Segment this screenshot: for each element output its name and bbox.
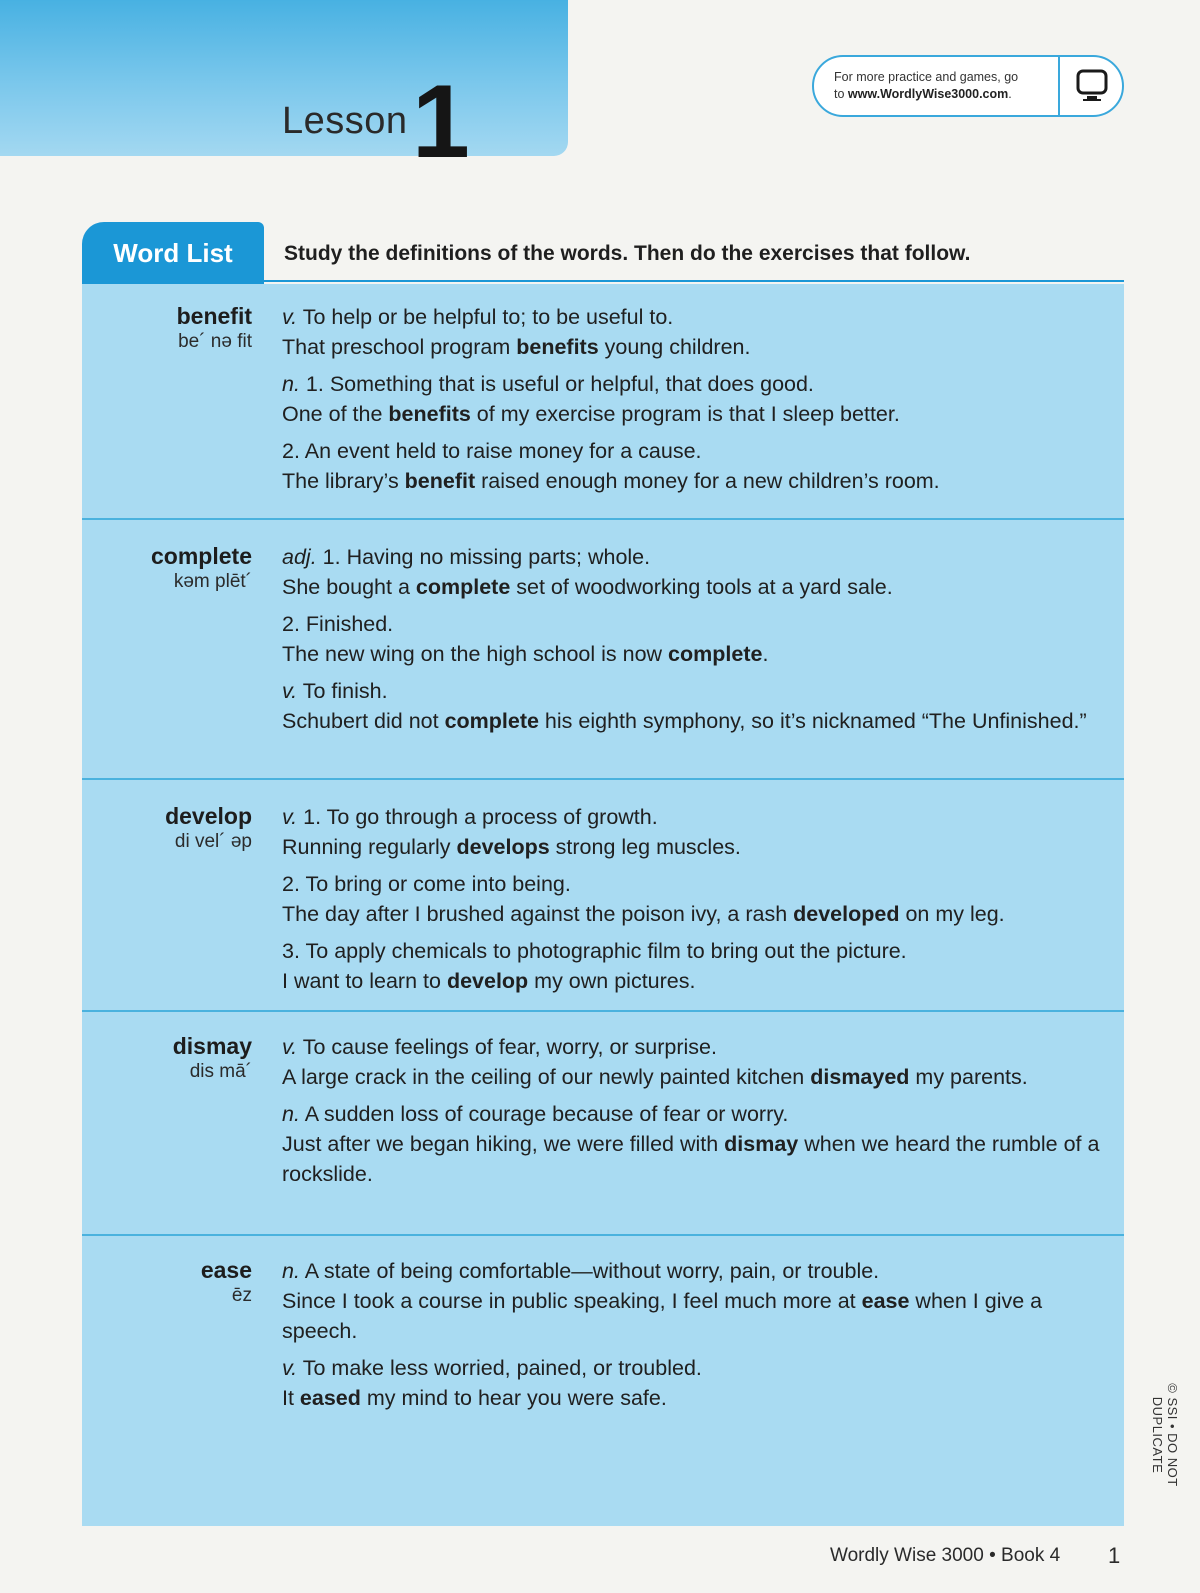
sense [282, 802, 1102, 862]
pronunciation: kəm plēt´ [173, 571, 252, 592]
example-start: Just after we began hiking, we were filled with [282, 1132, 725, 1156]
example-sentence [282, 332, 1102, 362]
lesson-number: 1 [412, 64, 470, 180]
example-end: on my leg. [899, 902, 1005, 926]
definition-text: To go through a process of growth. [326, 805, 658, 829]
definition-text: To help or be helpful to; to be useful to. [302, 305, 674, 329]
example-keyword: developed [793, 902, 900, 926]
definition-text: To apply chemicals to photographic film to bring out the picture. [305, 939, 907, 963]
definition-line [282, 1032, 1102, 1062]
example-keyword: benefits [388, 402, 471, 426]
headword: dismay [172, 1033, 252, 1059]
example-sentence [282, 399, 1102, 429]
pronunciation: ēz [231, 1285, 252, 1306]
definition-line [282, 542, 1102, 572]
definition-line [282, 1256, 1102, 1286]
example-keyword: develops [456, 835, 550, 859]
example-end: of my exercise program is that I sleep better. [470, 402, 900, 426]
footer-book-title: Wordly Wise 3000 • Book 4 [830, 1545, 1061, 1566]
headword-column [82, 1256, 252, 1308]
practice-callout[interactable] [812, 55, 1124, 117]
example-sentence [282, 966, 1102, 996]
example-end: set of woodworking tools at a yard sale. [510, 575, 893, 599]
example-start: Since I took a course in public speaking, I feel much more at [282, 1289, 862, 1313]
entry-separator [82, 518, 1124, 520]
part-of-speech: n. [282, 1102, 300, 1126]
sense-number: 1. [305, 372, 324, 396]
example-keyword: complete [668, 642, 763, 666]
example-start: The new wing on the high school is now [282, 642, 669, 666]
sense-number: 3. [282, 939, 300, 963]
example-sentence [282, 639, 1102, 669]
part-of-speech: v. [282, 805, 298, 829]
practice-prefix: to [834, 87, 848, 101]
example-start: A large crack in the ceiling of our newly painted kitchen [282, 1065, 811, 1089]
sense [282, 369, 1102, 429]
part-of-speech: v. [282, 305, 298, 329]
sense [282, 1353, 1102, 1413]
example-keyword: dismayed [810, 1065, 910, 1089]
definition-column [282, 1256, 1102, 1420]
word-list-tab: Word List [82, 222, 264, 284]
practice-suffix: . [1008, 87, 1012, 101]
sense [282, 676, 1102, 736]
sense-number: 2. [282, 872, 300, 896]
example-sentence [282, 572, 1102, 602]
copyright-note [1150, 1340, 1180, 1520]
definition-text: An event held to raise money for a cause. [304, 439, 702, 463]
entry-separator [82, 1010, 1124, 1012]
definition-line [282, 609, 1102, 639]
example-end: my parents. [909, 1065, 1028, 1089]
sense [282, 1099, 1102, 1189]
headword: ease [200, 1257, 252, 1283]
practice-line-1: For more practice and games, go [834, 70, 1019, 84]
definition-text: Having no missing parts; whole. [346, 545, 651, 569]
example-sentence [282, 466, 1102, 496]
example-start: One of the [282, 402, 389, 426]
definition-column [282, 302, 1102, 503]
word-list-rule [264, 280, 1124, 282]
definition-line [282, 936, 1102, 966]
definition-line [282, 1353, 1102, 1383]
example-start: She bought a [282, 575, 416, 599]
sense-number: 1. [322, 545, 341, 569]
definition-column [282, 1032, 1102, 1196]
example-start: Running regularly [282, 835, 457, 859]
part-of-speech: v. [282, 679, 298, 703]
example-end: when we heard the rumble of a rockslide. [282, 1132, 1100, 1186]
headword: benefit [176, 303, 252, 329]
definition-line [282, 1099, 1102, 1129]
practice-line-2 [834, 86, 1054, 103]
definition-text: To bring or come into being. [305, 872, 571, 896]
sense [282, 1032, 1102, 1092]
example-sentence [282, 899, 1102, 929]
sense [282, 936, 1102, 996]
practice-divider [1058, 57, 1060, 115]
headword-column [82, 802, 252, 854]
example-keyword: ease [861, 1289, 910, 1313]
sense-number: 1. [303, 805, 322, 829]
definition-text: To make less worried, pained, or troubled. [302, 1356, 702, 1380]
entry-separator [82, 778, 1124, 780]
page-number: 1 [1108, 1543, 1121, 1568]
part-of-speech: adj. [282, 545, 317, 569]
monitor-icon [1076, 69, 1108, 103]
example-start: Schubert did not [282, 709, 445, 733]
example-end: strong leg muscles. [549, 835, 741, 859]
copyright-text: © SSI • DO NOT DUPLICATE [1150, 1383, 1180, 1487]
sense [282, 436, 1102, 496]
practice-text [834, 69, 1054, 103]
example-end: when I give a speech. [282, 1289, 1043, 1343]
definition-text: A state of being comfortable—without worry, pain, or trouble. [304, 1259, 880, 1283]
definition-text: Finished. [305, 612, 394, 636]
sense-number: 2. [282, 612, 300, 636]
sense-number: 2. [282, 439, 300, 463]
example-sentence [282, 1129, 1102, 1189]
headword: complete [151, 543, 252, 569]
example-sentence [282, 1383, 1102, 1413]
practice-url[interactable]: www.WordlyWise3000.com [847, 87, 1009, 101]
definition-text: A sudden loss of courage because of fear or worry. [304, 1102, 789, 1126]
part-of-speech: n. [282, 372, 300, 396]
headword-column [82, 302, 252, 354]
part-of-speech: v. [282, 1356, 298, 1380]
definition-line [282, 802, 1102, 832]
part-of-speech: n. [282, 1259, 300, 1283]
sense [282, 869, 1102, 929]
example-keyword: dismay [724, 1132, 799, 1156]
example-sentence [282, 1286, 1102, 1346]
definition-line [282, 869, 1102, 899]
lesson-title: Lesson [282, 100, 408, 142]
definition-text: To finish. [302, 679, 388, 703]
example-sentence [282, 1062, 1102, 1092]
definition-line [282, 436, 1102, 466]
sense [282, 542, 1102, 602]
definition-text: To cause feelings of fear, worry, or surprise. [302, 1035, 717, 1059]
example-end: my own pictures. [528, 969, 696, 993]
headword: develop [165, 803, 252, 829]
example-sentence [282, 832, 1102, 862]
sense [282, 1256, 1102, 1346]
sense [282, 302, 1102, 362]
pronunciation: di vel´ əp [174, 831, 252, 852]
example-end: raised enough money for a new children’s room. [475, 469, 940, 493]
definition-column [282, 802, 1102, 1003]
example-start: I want to learn to [282, 969, 447, 993]
word-list-body [82, 284, 1124, 1526]
example-end: young children. [598, 335, 751, 359]
part-of-speech: v. [282, 1035, 298, 1059]
example-start: It [282, 1386, 300, 1410]
headword-column [82, 542, 252, 594]
example-start: The day after I brushed against the poison ivy, a rash [282, 902, 794, 926]
example-keyword: eased [299, 1386, 361, 1410]
pronunciation: dis mā´ [189, 1061, 252, 1082]
example-sentence [282, 706, 1102, 736]
example-end: my mind to hear you were safe. [360, 1386, 667, 1410]
definition-text: Something that is useful or helpful, that does good. [329, 372, 814, 396]
headword-column [82, 1032, 252, 1084]
definition-line [282, 302, 1102, 332]
example-keyword: complete [444, 709, 539, 733]
definition-line [282, 676, 1102, 706]
pronunciation: be´ nə fit [178, 331, 252, 352]
definition-line [282, 369, 1102, 399]
definition-column [282, 542, 1102, 743]
example-keyword: complete [415, 575, 511, 599]
word-list-instruction: Study the definitions of the words. Then do the exercises that follow. [284, 242, 971, 265]
example-keyword: benefit [404, 469, 476, 493]
example-start: That preschool program [282, 335, 517, 359]
example-keyword: benefits [516, 335, 599, 359]
sense [282, 609, 1102, 669]
example-keyword: develop [446, 969, 529, 993]
example-end: his eighth symphony, so it’s nicknamed “The Unfinished.” [538, 709, 1087, 733]
example-start: The library’s [282, 469, 405, 493]
entry-separator [82, 1234, 1124, 1236]
example-end: . [762, 642, 769, 666]
